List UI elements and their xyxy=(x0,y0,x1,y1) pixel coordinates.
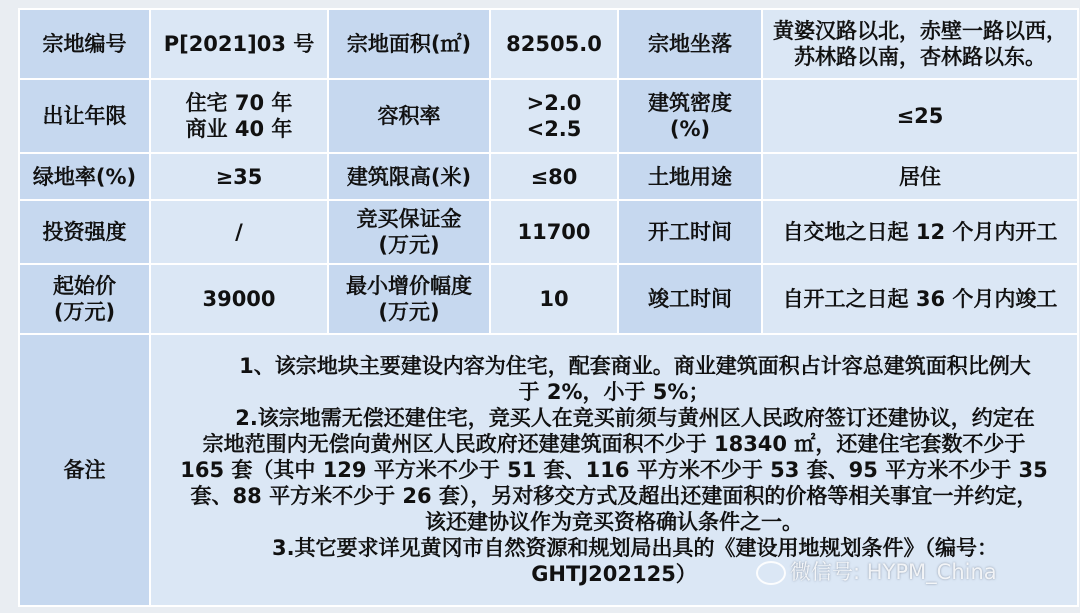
note-line: 于 2%，小于 5%； xyxy=(518,380,710,404)
cell-text: 宗地坐落 xyxy=(648,32,732,56)
cell-text: ≤25 xyxy=(896,104,944,128)
field-label xyxy=(19,9,150,79)
cell-text: 宗地编号 xyxy=(42,32,127,56)
field-value xyxy=(490,200,618,264)
note-line: 套、88 平方米不少于 26 套），另对移交方式及超出还建面积的价格等相关事宜一并约定， xyxy=(190,484,1038,508)
field-label xyxy=(328,9,490,79)
table-row xyxy=(19,200,1078,264)
field-value xyxy=(762,200,1078,264)
watermark-text: 微信号: HYPM_China xyxy=(790,560,997,584)
cell-text: 容积率 xyxy=(377,104,441,128)
field-value xyxy=(762,9,1078,79)
cell-text: ≤80 xyxy=(530,164,578,189)
field-value xyxy=(762,264,1078,334)
cell-text: 住宅 70 年 xyxy=(185,91,293,115)
cell-text: 10 xyxy=(539,287,569,311)
field-label xyxy=(328,153,490,200)
cell-text: (万元) xyxy=(378,233,440,257)
field-value xyxy=(150,264,328,334)
cell-text: >2.0 xyxy=(526,91,582,115)
field-value xyxy=(490,79,618,153)
cell-text: 建筑限高(米) xyxy=(346,164,472,189)
cell-text: 投资强度 xyxy=(42,220,127,244)
cell-text: (%) xyxy=(669,117,711,141)
cell-text: 11700 xyxy=(517,220,591,244)
field-label xyxy=(328,200,490,264)
field-label xyxy=(618,200,762,264)
field-value xyxy=(490,9,618,79)
cell-text: 出让年限 xyxy=(42,104,127,128)
cell-text: ≥35 xyxy=(215,164,263,189)
table-row xyxy=(19,79,1078,153)
note-line: GHTJ202125） xyxy=(531,562,697,586)
cell-text: 商业 40 年 xyxy=(185,117,293,141)
cell-text: 绿地率(%) xyxy=(32,164,137,189)
field-label xyxy=(19,153,150,200)
wechat-icon xyxy=(756,561,786,585)
land-parcel-table xyxy=(18,8,1079,607)
cell-text: 黄婆汉路以北，赤壁一路以西， xyxy=(773,19,1067,43)
table-row xyxy=(19,264,1078,334)
cell-text: 宗地面积(㎡) xyxy=(346,32,472,56)
field-label xyxy=(328,79,490,153)
cell-text: 最小增价幅度 xyxy=(346,274,472,298)
cell-text: P[2021]03 号 xyxy=(163,32,315,56)
cell-text: 起始价 xyxy=(53,274,116,298)
table-row xyxy=(19,153,1078,200)
notes-label: 备注 xyxy=(19,334,150,606)
field-label xyxy=(618,153,762,200)
cell-text: 竞买保证金 xyxy=(356,207,462,231)
field-value xyxy=(762,79,1078,153)
cell-text: 82505.0 xyxy=(506,32,602,56)
cell-text: 苏林路以南，杏林路以东。 xyxy=(794,45,1046,69)
field-value xyxy=(150,79,328,153)
table-row xyxy=(19,9,1078,79)
cell-text: 开工时间 xyxy=(648,220,732,244)
field-label xyxy=(19,264,150,334)
cell-text: 建筑密度 xyxy=(648,91,732,115)
field-value xyxy=(150,200,328,264)
note-line: 2.该宗地需无偿还建住宅，竞买人在竞买前须与黄州区人民政府签订还建协议，约定在 xyxy=(193,406,1035,430)
field-value xyxy=(150,153,328,200)
cell-text: <2.5 xyxy=(526,117,582,141)
cell-text: (万元) xyxy=(53,300,116,324)
cell-text: 居住 xyxy=(899,164,941,189)
field-label xyxy=(328,264,490,334)
field-label xyxy=(618,9,762,79)
note-line: 3.其它要求详见黄冈市自然资源和规划局出具的《建设用地规划条件》（编号： xyxy=(229,536,999,560)
note-line: 宗地范围内无偿向黄州区人民政府还建建筑面积不少于 18340 ㎡，还建住宅套数不少于 xyxy=(202,432,1026,456)
note-line: 165 套（其中 129 平方米不少于 51 套、116 平方米不少于 53 套、95 平方米不少于 35 xyxy=(180,458,1048,482)
field-value xyxy=(490,264,618,334)
note-line: 该还建协议作为竞买资格确认条件之一。 xyxy=(425,510,803,534)
field-label xyxy=(618,79,762,153)
cell-text: 竣工时间 xyxy=(648,287,732,311)
field-value xyxy=(490,153,618,200)
cell-text: (万元) xyxy=(378,300,440,324)
field-label xyxy=(618,264,762,334)
cell-text: 自开工之日起 36 个月内竣工 xyxy=(782,287,1058,311)
cell-text: 39000 xyxy=(202,287,276,311)
cell-text: / xyxy=(235,220,243,244)
field-value xyxy=(762,153,1078,200)
cell-text: 土地用途 xyxy=(648,164,732,189)
note-line: 1、该宗地块主要建设内容为住宅，配套商业。商业建筑面积占计容总建筑面积比例大 xyxy=(197,354,1031,378)
watermark xyxy=(756,556,997,586)
field-label xyxy=(19,200,150,264)
cell-text: 自交地之日起 12 个月内开工 xyxy=(782,220,1058,244)
field-value xyxy=(150,9,328,79)
field-label xyxy=(19,79,150,153)
